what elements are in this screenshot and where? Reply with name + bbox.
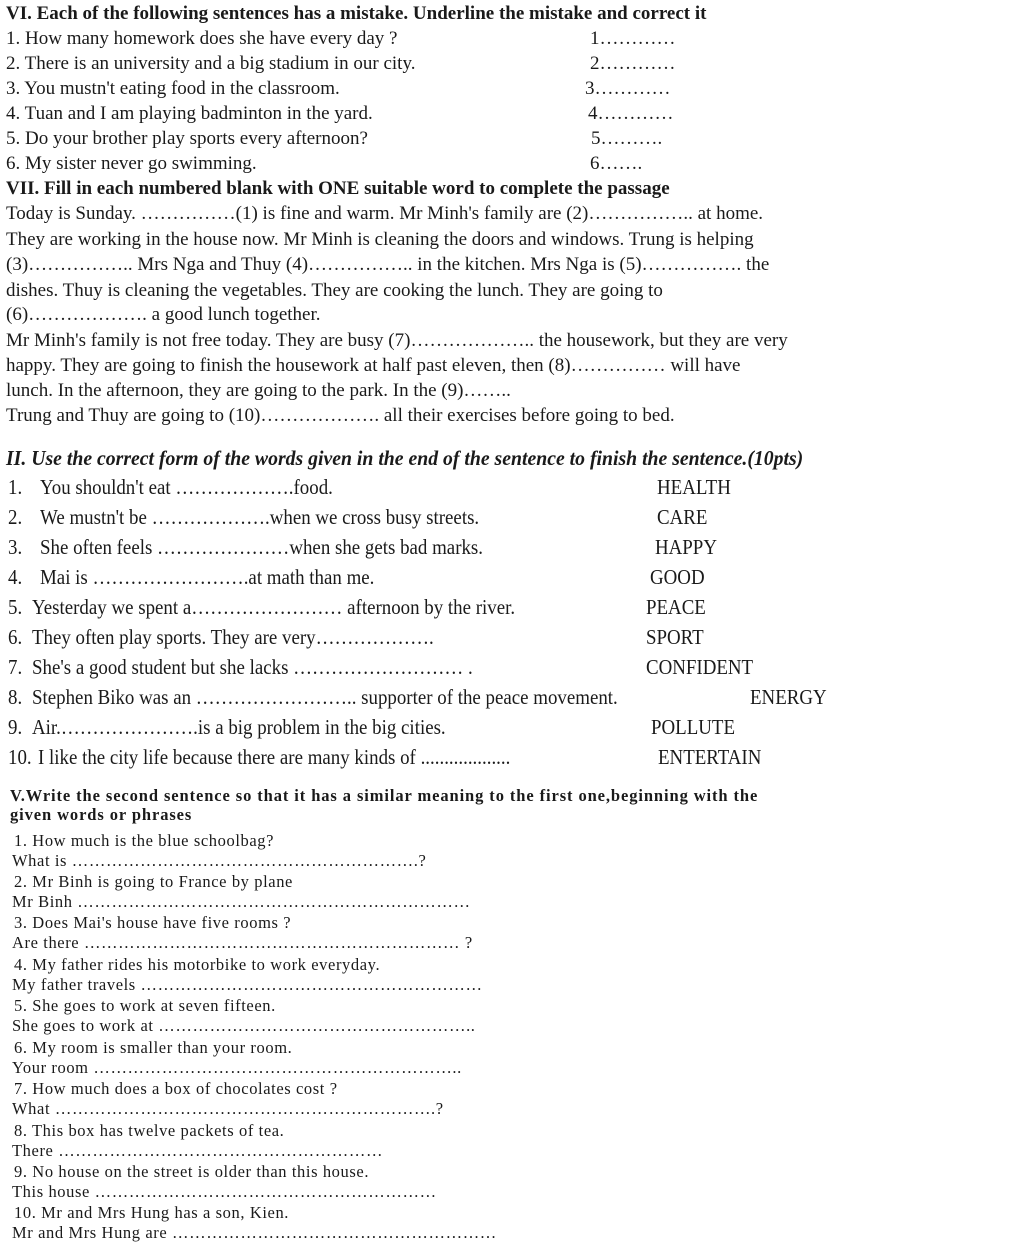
- s5-question-6: 6. My room is smaller than your room.: [14, 1038, 293, 1057]
- section-5-heading: V.Write the second sentence so that it has a similar meaning to the first one,beginning with the: [10, 786, 759, 805]
- s5-question-1: 1. How much is the blue schoolbag?: [14, 831, 275, 850]
- s6-item-1: 1. How many homework does she have every day ?: [6, 28, 398, 49]
- s6-blank-1: 1…………: [590, 28, 676, 49]
- s2-sentence-8: Stephen Biko was an …………………….. supporter of the peace movement.: [32, 685, 618, 709]
- s2-num: 5.: [8, 595, 23, 619]
- passage-line: They are working in the house now. Mr Minh is cleaning the doors and windows. Trung is helping: [6, 229, 754, 250]
- passage-line: Mr Minh's family is not free today. They are busy (7)……………….. the housework, but they are very: [6, 330, 788, 351]
- s5-question-4: 4. My father rides his motorbike to work everyday.: [14, 955, 381, 974]
- s2-num: 3.: [8, 535, 23, 559]
- s2-sentence-4: Mai is …………………….at math than me.: [40, 565, 375, 589]
- s2-num: 8.: [8, 685, 23, 709]
- s5-question-5: 5. She goes to work at seven fifteen.: [14, 996, 276, 1015]
- s5-question-7: 7. How much does a box of chocolates cost ?: [14, 1079, 338, 1098]
- s2-sentence-5: Yesterday we spent a…………………… afternoon by the river.: [32, 595, 516, 619]
- s2-word-4: GOOD: [650, 565, 705, 589]
- s2-word-6: SPORT: [646, 625, 704, 649]
- s5-question-3: 3. Does Mai's house have five rooms ?: [14, 913, 292, 932]
- s5-answer-3: Are there ………………………………………………………… ?: [12, 933, 473, 952]
- passage-line: dishes. Thuy is cleaning the vegetables. They are cooking the lunch. They are going to: [6, 280, 663, 301]
- passage-line: Trung and Thuy are going to (10)………………. all their exercises before going to bed.: [6, 405, 675, 426]
- s6-blank-4: 4…………: [588, 103, 674, 124]
- s2-word-2: CARE: [657, 505, 708, 529]
- s5-answer-5: She goes to work at ………………………………………………..: [12, 1016, 476, 1035]
- s6-blank-3: 3…………: [585, 78, 671, 99]
- passage-line: (3)…………….. Mrs Nga and Thuy (4)…………….. in the kitchen. Mrs Nga is (5)……………. the: [6, 254, 770, 275]
- s2-word-8: ENERGY: [750, 685, 827, 709]
- s6-blank-5: 5……….: [591, 128, 663, 149]
- s2-sentence-2: We mustn't be ……………….when we cross busy streets.: [40, 505, 480, 529]
- s2-sentence-6: They often play sports. They are very……………….: [32, 625, 434, 649]
- s2-sentence-1: You shouldn't eat ……………….food.: [40, 475, 333, 499]
- s5-question-2: 2. Mr Binh is going to France by plane: [14, 872, 293, 891]
- s6-blank-6: 6…….: [590, 153, 643, 174]
- s2-sentence-3: She often feels …………………when she gets bad marks.: [40, 535, 484, 559]
- s2-word-5: PEACE: [646, 595, 706, 619]
- section-7-heading: VII. Fill in each numbered blank with ONE suitable word to complete the passage: [6, 178, 670, 199]
- passage-line: lunch. In the afternoon, they are going to the park. In the (9)……..: [6, 380, 511, 401]
- s5-question-9: 9. No house on the street is older than this house.: [14, 1162, 370, 1181]
- s5-question-8: 8. This box has twelve packets of tea.: [14, 1121, 285, 1140]
- section-2-heading: II. Use the correct form of the words given in the end of the sentence to finish the sentence.(10pts): [6, 446, 804, 470]
- s2-num: 2.: [8, 505, 23, 529]
- s2-num: 1.: [8, 475, 23, 499]
- s2-word-7: CONFIDENT: [646, 655, 754, 679]
- s5-answer-4: My father travels ……………………………………………………: [12, 975, 483, 994]
- s5-answer-6: Your room ………………………………………………………..: [12, 1058, 462, 1077]
- s5-answer-1: What is …………………………………………………….?: [12, 851, 427, 870]
- passage-line: happy. They are going to finish the housework at half past eleven, then (8)…………… will have: [6, 355, 741, 376]
- s5-answer-2: Mr Binh ……………………………………………………………: [12, 892, 471, 911]
- section-5-heading-cont: given words or phrases: [10, 805, 193, 824]
- s6-item-2: 2. There is an university and a big stadium in our city.: [6, 53, 416, 74]
- s2-num: 10.: [8, 745, 32, 769]
- s2-word-10: ENTERTAIN: [658, 745, 762, 769]
- s5-answer-7: What ………………………………………………………….?: [12, 1099, 444, 1118]
- s2-word-1: HEALTH: [657, 475, 731, 499]
- passage-line: Today is Sunday. ……………(1) is fine and warm. Mr Minh's family are (2)…………….. at home.: [6, 203, 764, 224]
- s2-sentence-9: Air.………………….is a big problem in the big cities.: [32, 715, 446, 739]
- s2-word-9: POLLUTE: [651, 715, 735, 739]
- s6-item-4: 4. Tuan and I am playing badminton in the yard.: [6, 103, 373, 124]
- s2-sentence-7: She's a good student but she lacks ……………………… .: [32, 655, 473, 679]
- s2-num: 4.: [8, 565, 23, 589]
- section-6-heading: VI. Each of the following sentences has a mistake. Underline the mistake and correct it: [6, 3, 707, 24]
- s2-num: 7.: [8, 655, 23, 679]
- s2-num: 6.: [8, 625, 23, 649]
- s6-blank-2: 2…………: [590, 53, 676, 74]
- s6-item-5: 5. Do your brother play sports every afternoon?: [6, 128, 368, 149]
- s5-answer-9: This house ……………………………………………………: [12, 1182, 437, 1201]
- s5-question-10: 10. Mr and Mrs Hung has a son, Kien.: [14, 1203, 290, 1222]
- s6-item-3: 3. You mustn't eating food in the classroom.: [6, 78, 340, 99]
- s2-num: 9.: [8, 715, 23, 739]
- s2-word-3: HAPPY: [655, 535, 717, 559]
- s5-answer-10: Mr and Mrs Hung are …………………………………………………: [12, 1223, 497, 1242]
- s2-sentence-10: I like the city life because there are many kinds of ...................: [38, 745, 511, 769]
- passage-line: (6)………………. a good lunch together.: [6, 304, 321, 325]
- s6-item-6: 6. My sister never go swimming.: [6, 153, 257, 174]
- s5-answer-8: There …………………………………………………: [12, 1141, 384, 1160]
